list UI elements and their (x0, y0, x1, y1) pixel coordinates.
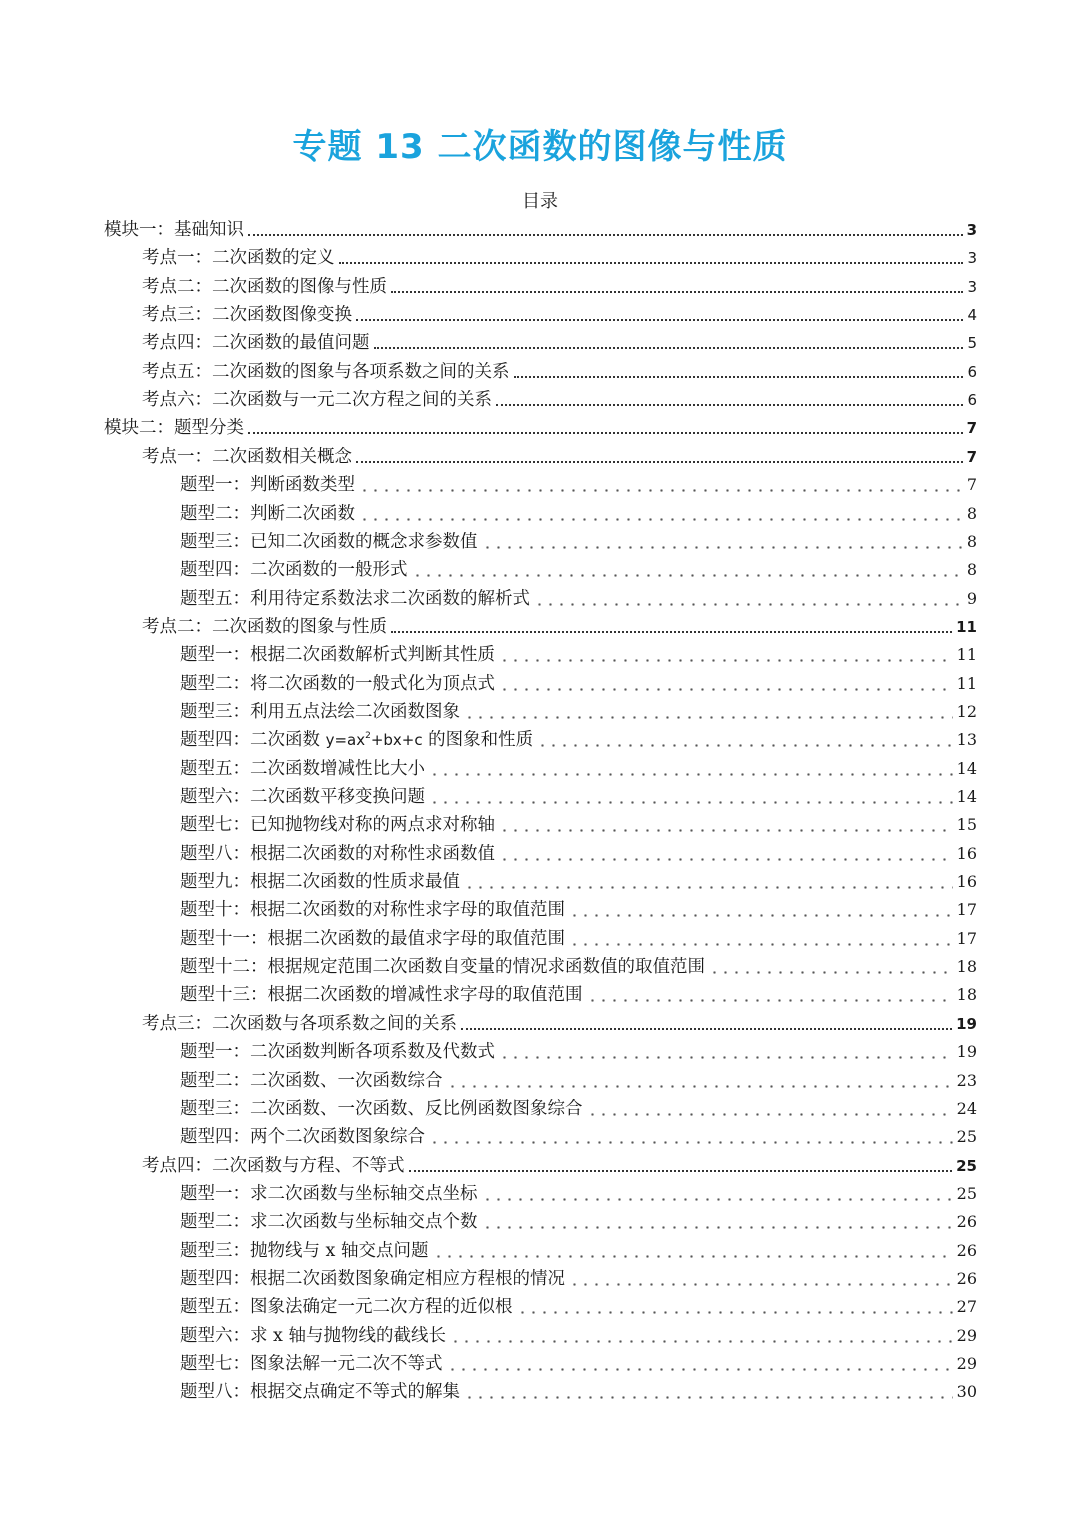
page-number: 9 (966, 588, 977, 608)
dot-leader (339, 262, 964, 264)
dot-leader (461, 1028, 952, 1030)
toc-entry-text: 题型九：根据二次函数的性质求最值 (180, 872, 460, 893)
document-title: 专题 13 二次函数的图像与性质 (292, 127, 788, 167)
dot-leader (569, 1283, 953, 1286)
dot-leader (514, 376, 964, 378)
dot-leader (499, 829, 953, 832)
toc-question-type-entry[interactable] (180, 981, 977, 1009)
toc-entry-text: 题型三：抛物线与 x 轴交点问题 (180, 1240, 429, 1261)
toc-entry-text: 题型三：利用五点法绘二次函数图象 (180, 701, 460, 722)
toc-question-type-entry[interactable] (180, 726, 977, 754)
page-number: 26 (956, 1240, 977, 1260)
toc-section-entry[interactable] (142, 358, 977, 386)
toc-question-type-entry[interactable] (180, 1067, 977, 1095)
toc-question-type-entry[interactable] (180, 1123, 977, 1151)
page-number: 16 (956, 843, 977, 863)
dot-leader (359, 489, 963, 492)
dot-leader (447, 1368, 953, 1371)
toc-entry-title (180, 1293, 513, 1321)
toc-entry-title (180, 528, 478, 556)
toc-module-entry[interactable] (104, 414, 977, 442)
page-number: 7 (966, 475, 977, 495)
page-number: 6 (967, 362, 977, 381)
dot-leader (450, 1340, 953, 1343)
toc-question-type-entry[interactable] (180, 1208, 977, 1236)
toc-entry-text: 考点四：二次函数的最值问题 (142, 333, 370, 354)
page-number: 29 (956, 1354, 977, 1373)
toc-entry-text: 模块二：题型分类 (104, 418, 244, 439)
toc-entry-title (180, 1237, 429, 1265)
toc-entry-text: 考点二：二次函数的图像与性质 (142, 276, 387, 297)
dot-leader (482, 546, 963, 549)
toc-question-type-entry[interactable] (180, 840, 977, 868)
toc-entry-title (180, 585, 530, 613)
toc-entry-title (142, 358, 510, 386)
page-number: 11 (956, 617, 977, 636)
dot-leader (464, 886, 953, 889)
toc-question-type-entry[interactable] (180, 783, 977, 811)
toc-entry-title (180, 670, 495, 698)
toc-entry-text: 题型十一：根据二次函数的最值求字母的取值范围 (180, 928, 565, 949)
toc-question-type-entry[interactable] (180, 670, 977, 698)
toc-entry-text: 题型四：二次函数 (180, 730, 326, 751)
page-number: 14 (956, 758, 977, 778)
dot-leader (391, 631, 952, 633)
dot-leader (537, 744, 952, 747)
dot-leader (356, 461, 963, 463)
toc-entry-text: 考点一：二次函数的定义 (142, 248, 335, 269)
dot-leader (499, 858, 953, 861)
dot-leader (464, 1396, 953, 1399)
toc-entry-title (180, 500, 355, 528)
toc-section-entry[interactable] (142, 244, 977, 272)
page-number: 16 (956, 872, 977, 892)
dot-leader (464, 716, 953, 719)
toc-entry-text: 题型一：求二次函数与坐标轴交点坐标 (180, 1183, 478, 1204)
toc-question-type-entry[interactable] (180, 641, 977, 669)
toc-entry-title (180, 1265, 565, 1293)
toc-entry-title (142, 386, 492, 414)
toc-question-type-entry[interactable] (180, 868, 977, 896)
toc-heading: 目录 (522, 191, 558, 212)
dot-leader (409, 1170, 953, 1172)
page-number: 11 (956, 673, 977, 693)
page-number: 30 (956, 1382, 977, 1402)
toc-entry-text: 题型七：已知抛物线对称的两点求对称轴 (180, 815, 495, 836)
page-number: 5 (967, 334, 977, 353)
toc-entry-text: 题型五：二次函数增减性比大小 (180, 758, 425, 779)
toc-entry-text: 题型三：已知二次函数的概念求参数值 (180, 531, 478, 552)
toc-entry-title (142, 613, 387, 641)
toc-entry-text: 题型六：求 x 轴与抛物线的截线长 (180, 1325, 446, 1346)
toc-entry-text: 题型一：根据二次函数解析式判断其性质 (180, 645, 495, 666)
toc-entry-text: 题型二：判断二次函数 (180, 503, 355, 524)
toc-entry-title (104, 414, 244, 442)
dot-leader (499, 688, 953, 691)
page-number: 3 (967, 249, 977, 268)
toc-entry-title (142, 273, 387, 301)
formula-base: y=ax (325, 731, 366, 750)
page-number: 19 (956, 1014, 977, 1033)
toc-entry-text: 题型二：二次函数、一次函数综合 (180, 1070, 443, 1091)
toc-module-entry[interactable] (104, 216, 977, 244)
toc-entry-title (180, 471, 355, 499)
toc-entry-title (180, 811, 495, 839)
dot-leader (412, 574, 963, 577)
toc-entry-title (180, 1038, 495, 1066)
toc-entry-title (142, 329, 370, 357)
toc-entry-text: 考点四：二次函数与方程、不等式 (142, 1155, 405, 1176)
toc-entry-text: 题型四：根据二次函数图象确定相应方程根的情况 (180, 1268, 565, 1289)
dot-leader (569, 914, 953, 917)
page-number: 8 (966, 531, 977, 551)
dot-leader (496, 404, 963, 406)
dot-leader (356, 319, 963, 321)
toc-entry-text: 模块一：基础知识 (104, 220, 244, 240)
toc-entry-title (180, 953, 705, 981)
toc-question-type-entry[interactable] (180, 1265, 977, 1293)
page-number: 13 (956, 730, 977, 750)
toc-question-type-entry[interactable] (180, 1237, 977, 1265)
toc-entry-text: 考点二：二次函数的图象与性质 (142, 616, 387, 637)
toc-section-entry[interactable] (142, 273, 977, 301)
toc-section-entry[interactable] (142, 1010, 977, 1038)
page-number: 29 (956, 1325, 977, 1345)
page-number: 3 (966, 221, 977, 239)
toc-entry-text: 题型二：求二次函数与坐标轴交点个数 (180, 1212, 478, 1233)
toc-entry-title (180, 641, 495, 669)
page-number: 23 (956, 1070, 977, 1090)
toc-question-type-entry[interactable] (180, 1293, 977, 1321)
toc-entry-title (180, 755, 425, 783)
toc-question-type-entry[interactable] (180, 500, 977, 528)
toc-entry-title (180, 981, 583, 1009)
toc-section-entry[interactable] (142, 443, 977, 471)
formula-rest: +bx+c (370, 731, 423, 750)
toc-entry-text: 题型十三：根据二次函数的增减性求字母的取值范围 (180, 985, 583, 1006)
page-number: 7 (966, 447, 977, 466)
toc-entry-title (180, 1180, 478, 1208)
dot-leader (447, 1085, 953, 1088)
toc-entry-title (180, 1350, 443, 1378)
toc-entry-text: 题型八：根据交点确定不等式的解集 (180, 1382, 460, 1403)
dot-leader (587, 999, 953, 1002)
toc-question-type-entry[interactable] (180, 528, 977, 556)
dot-leader (499, 659, 953, 662)
toc-entry-title (142, 301, 352, 329)
toc-entry-title (104, 216, 244, 244)
page-number: 24 (956, 1098, 977, 1118)
page-number: 6 (967, 391, 977, 410)
toc-entry-title (180, 1123, 425, 1151)
toc-question-type-entry[interactable] (180, 1095, 977, 1123)
dot-leader (482, 1198, 953, 1201)
dot-leader (248, 234, 963, 236)
toc-entry-title (180, 1067, 443, 1095)
page-number: 17 (956, 928, 977, 948)
page-number: 25 (956, 1127, 977, 1147)
page-number: 12 (956, 701, 977, 721)
toc-question-type-entry[interactable] (180, 811, 977, 839)
toc-question-type-entry[interactable] (180, 1350, 977, 1378)
page-number: 3 (967, 277, 977, 296)
page-number: 11 (956, 645, 977, 665)
toc-section-entry[interactable] (142, 301, 977, 329)
dot-leader (374, 347, 964, 349)
dot-leader (248, 432, 963, 434)
toc-question-type-entry[interactable] (180, 585, 977, 613)
toc-entry-title (142, 1152, 405, 1180)
page-number: 26 (956, 1212, 977, 1232)
dot-leader (517, 1311, 953, 1314)
toc-section-entry[interactable] (142, 1152, 977, 1180)
page-number: 15 (956, 815, 977, 835)
toc-entry-text: 题型二：将二次函数的一般式化为顶点式 (180, 673, 495, 694)
toc-entry-title (180, 1322, 446, 1350)
formula-exponent: 2 (365, 731, 371, 742)
dot-leader (433, 1255, 953, 1258)
toc-question-type-entry[interactable] (180, 556, 977, 584)
toc-question-type-entry[interactable] (180, 755, 977, 783)
toc-entry-title (180, 783, 425, 811)
page-number: 26 (956, 1268, 977, 1288)
toc-entry-title (180, 1095, 583, 1123)
toc-entry-title (180, 925, 565, 953)
dot-leader (429, 773, 953, 776)
toc-question-type-entry[interactable] (180, 896, 977, 924)
toc-entry-title (142, 244, 335, 272)
toc-entry-text-after: 的图象和性质 (422, 730, 534, 751)
page-number: 19 (956, 1042, 977, 1062)
page-number: 27 (956, 1297, 977, 1317)
page-number: 8 (966, 560, 977, 580)
dot-leader (534, 603, 963, 606)
toc-entry-title (180, 896, 565, 924)
toc-entry-title (142, 443, 352, 471)
toc-entry-text: 题型五：图象法确定一元二次方程的近似根 (180, 1297, 513, 1318)
toc-entry-title (142, 1010, 457, 1038)
dot-leader (429, 801, 953, 804)
toc-entry-text: 题型十：根据二次函数的对称性求字母的取值范围 (180, 900, 565, 921)
toc-entry-text: 考点三：二次函数图像变换 (142, 305, 352, 326)
toc-entry-title (180, 722, 533, 754)
toc-entry-text: 题型六：二次函数平移变换问题 (180, 787, 425, 807)
page-number: 25 (956, 1183, 977, 1203)
toc-question-type-entry[interactable] (180, 1378, 977, 1406)
toc-question-type-entry[interactable] (180, 1322, 977, 1350)
page-number: 25 (956, 1156, 977, 1175)
page-number: 18 (956, 985, 977, 1005)
toc-entry-text: 考点一：二次函数相关概念 (142, 446, 352, 467)
toc-question-type-entry[interactable] (180, 1038, 977, 1066)
page-number: 4 (967, 306, 977, 325)
toc-question-type-entry[interactable] (180, 1180, 977, 1208)
toc-entry-text: 题型五：利用待定系数法求二次函数的解析式 (180, 588, 530, 609)
toc-section-entry[interactable] (142, 329, 977, 357)
toc-section-entry[interactable] (142, 386, 977, 414)
toc-section-entry[interactable] (142, 613, 977, 641)
toc-entry-text: 考点六：二次函数与一元二次方程之间的关系 (142, 390, 492, 411)
dot-leader (569, 943, 953, 946)
toc-question-type-entry[interactable] (180, 471, 977, 499)
toc-entry-text: 题型一：二次函数判断各项系数及代数式 (180, 1042, 495, 1063)
toc-entry-text: 题型三：二次函数、一次函数、反比例函数图象综合 (180, 1098, 583, 1119)
dot-leader (482, 1226, 953, 1229)
toc-entry-title (180, 1208, 478, 1236)
dot-leader (391, 291, 963, 293)
toc-entry-title (180, 868, 460, 896)
dot-leader (359, 518, 963, 521)
toc-entry-text: 考点三：二次函数与各项系数之间的关系 (142, 1013, 457, 1034)
toc-entry-title (180, 556, 408, 584)
page-number: 17 (956, 900, 977, 920)
toc-entry-text: 题型七：图象法解一元二次不等式 (180, 1354, 443, 1374)
toc-entry-text: 考点五：二次函数的图象与各项系数之间的关系 (142, 361, 510, 382)
toc-entry-title (180, 840, 495, 868)
page-number: 18 (956, 957, 977, 977)
dot-leader (709, 971, 953, 974)
dot-leader (587, 1113, 953, 1116)
page-number: 7 (966, 419, 977, 438)
toc-entry-text: 题型四：两个二次函数图象综合 (180, 1127, 425, 1148)
dot-leader (499, 1056, 953, 1059)
toc-question-type-entry[interactable] (180, 925, 977, 953)
toc-question-type-entry[interactable] (180, 953, 977, 981)
toc-entry-text: 题型十二：根据规定范围二次函数自变量的情况求函数值的取值范围 (180, 957, 705, 978)
toc-entry-text: 题型四：二次函数的一般形式 (180, 560, 408, 581)
dot-leader (429, 1141, 953, 1144)
toc-entry-text: 题型八：根据二次函数的对称性求函数值 (180, 843, 495, 864)
formula (326, 731, 423, 749)
toc-entry-title (180, 1378, 460, 1406)
page-number: 14 (956, 787, 977, 806)
toc-entry-text: 题型一：判断函数类型 (180, 475, 355, 496)
page-number: 8 (966, 503, 977, 523)
